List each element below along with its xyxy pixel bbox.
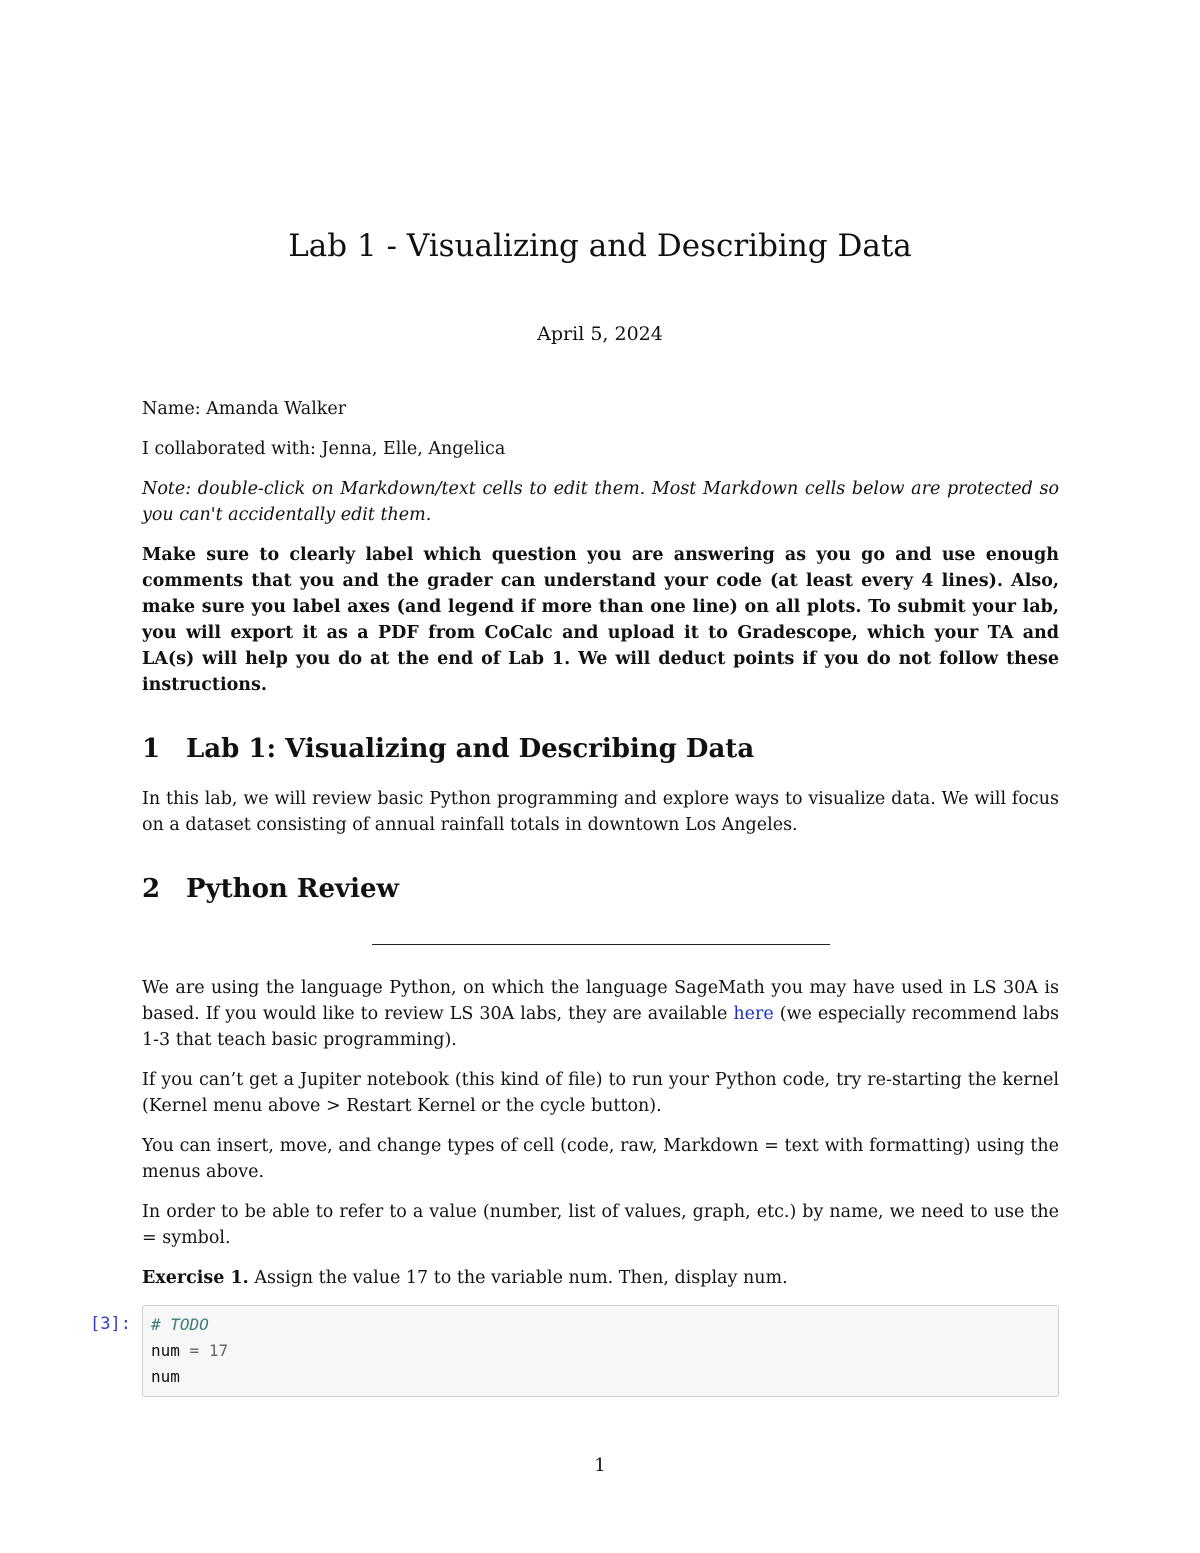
exercise-text: Assign the value 17 to the variable num. Then, display num.: [248, 1268, 788, 1288]
instructions-paragraph: Make sure to clearly label which question you are answering as you go and use enough comments that you and the grader can understand your code (at least every 4 lines). Also, make sure you label axes (and legend if more than one line) on all plots. To submit your lab, you will export it as a PDF from CoCalc and upload it to Gradescope, which your TA and LA(s) will help you do at the end of Lab 1. We will deduct points if you do not follow these instructions.: [142, 545, 1059, 695]
code-variable: num: [151, 1341, 180, 1360]
section1-paragraph: In this lab, we will review basic Python programming and explore ways to visualize data. We will focus on a dataset consisting of annual rainfall totals in downtown Los Angeles.: [142, 789, 1059, 835]
python-intro-text: We are using the language Python, on which the language SageMath you may have used in LS 30A is based. If you would like to review LS 30A labs, they are available: [142, 978, 1059, 1024]
page-number: 1: [594, 1455, 606, 1476]
section-number: 1: [142, 734, 161, 764]
section-number: 2: [142, 874, 161, 904]
python-intro-text-end: (we especially recommend labs 1-3 that teach basic programming).: [142, 1004, 1060, 1050]
exercise-1: [142, 1265, 1059, 1291]
code-comment: # TODO: [151, 1315, 209, 1334]
cell-prompt: [3]:: [90, 1314, 131, 1334]
python-intro-paragraph: [142, 975, 1059, 1053]
code-cell[interactable]: [90, 1305, 1059, 1397]
section-title: Python Review: [186, 874, 399, 904]
document-title: Lab 1 - Visualizing and Describing Data: [288, 228, 912, 264]
code-operator: =: [179, 1341, 209, 1360]
horizontal-rule: [372, 944, 830, 945]
exercise-label: Exercise 1.: [142, 1268, 249, 1288]
cells-paragraph: You can insert, move, and change types of cell (code, raw, Markdown = text with formatting) using the menus above.: [142, 1136, 1059, 1182]
code-editor[interactable]: [142, 1305, 1059, 1397]
section-heading-2: [142, 872, 1059, 906]
code-line-assign: [151, 1338, 1050, 1364]
document-date: April 5, 2024: [537, 323, 663, 345]
jupyter-paragraph: If you can’t get a Jupiter notebook (this kind of file) to run your Python code, try re-starting the kernel (Kernel menu above > Restart Kernel or the cycle button).: [142, 1070, 1059, 1116]
section-title: Lab 1: Visualizing and Describing Data: [186, 734, 755, 764]
name-line: Name: Amanda Walker: [142, 399, 347, 419]
code-line-display: num: [151, 1367, 180, 1386]
section-heading-1: [142, 732, 1059, 766]
document-body: [90, 396, 1060, 1397]
code-number: 17: [208, 1341, 229, 1360]
labs-link[interactable]: here: [733, 1004, 774, 1024]
assignment-paragraph: In order to be able to refer to a value (number, list of values, graph, etc.) by name, we need to use the = symbol.: [142, 1202, 1059, 1248]
collaborators-line: I collaborated with: Jenna, Elle, Angelica: [142, 439, 506, 459]
markdown-note: Note: double-click on Markdown/text cells to edit them. Most Markdown cells below are protected so you can't accidentally edit them.: [142, 479, 1059, 525]
